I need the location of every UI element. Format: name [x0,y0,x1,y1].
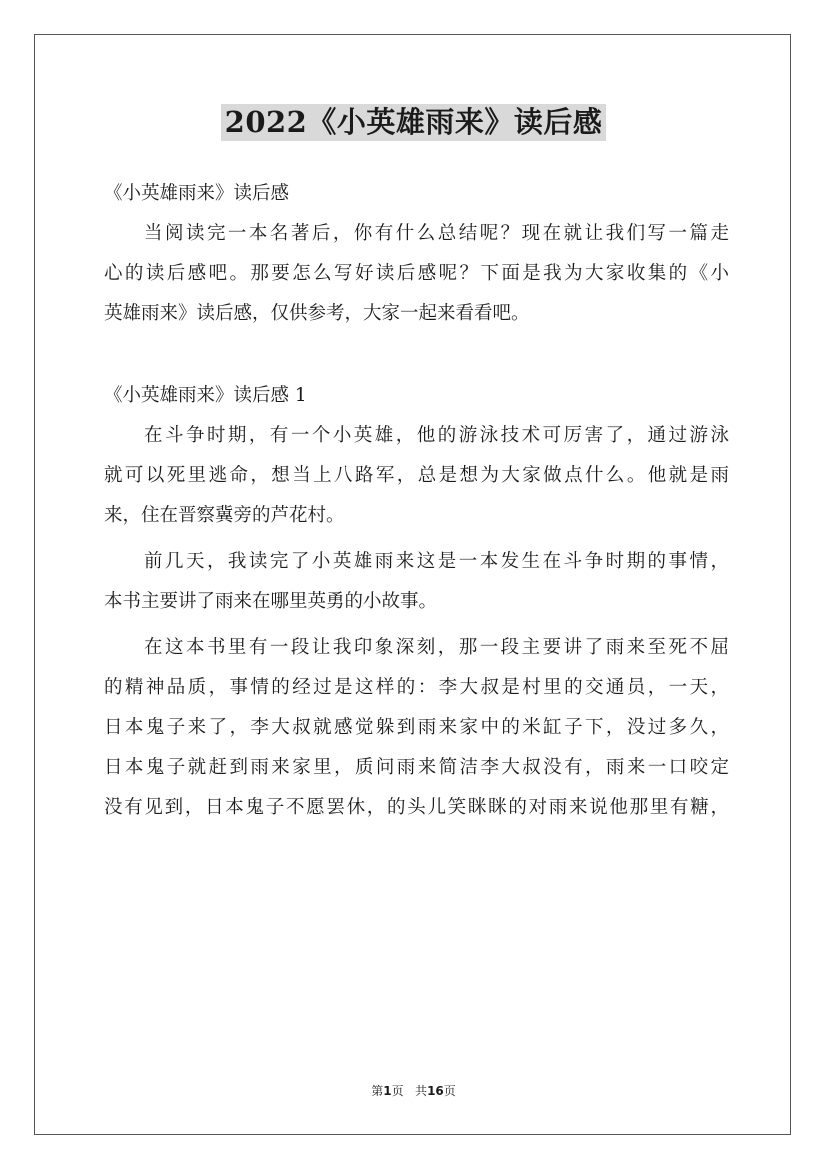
paragraph-line: 心的读后感吧。那要怎么写好读后感呢？下面是我为大家收集的《小 [104,263,729,284]
paragraph-line: 本书主要讲了雨来在哪里英勇的小故事。 [104,591,438,612]
page-number: 1 [383,1084,392,1098]
paragraph-line: 没有见到，日本鬼子不愿罢休，的头儿笑眯眯的对雨来说他那里有糖， [104,797,729,818]
spacer [104,334,729,376]
total-prefix: 共 [415,1084,428,1098]
document-title: 2022《小英雄雨来》读后感 [221,104,607,141]
paragraph-line: 当阅读完一本名著后，你有什么总结呢？现在就让我们写一篇走 [144,223,729,244]
paragraph-line: 日本鬼子来了，李大叔就感觉躲到雨来家中的米缸子下，没过多久， [104,717,729,738]
page-footer [0,1082,827,1099]
page-suffix: 页 [391,1084,404,1098]
page-prefix: 第 [371,1084,384,1098]
paragraph-line: 英雄雨来》读后感，仅供参考，大家一起来看看吧。 [104,303,530,324]
paragraph-line: 在斗争时期，有一个小英雄，他的游泳技术可厉害了，通过游泳 [144,425,729,446]
paragraph-line: 来，住在晋察冀旁的芦花村。 [104,505,345,526]
title-block [0,104,827,141]
document-body [104,174,729,828]
section-heading: 《小英雄雨来》读后感 1 [104,385,307,406]
paragraph-line: 的精神品质，事情的经过是这样的：李大叔是村里的交通员，一天， [104,677,729,698]
paragraph-line: 就可以死里逃命，想当上八路军，总是想为大家做点什么。他就是雨 [104,465,729,486]
intro-heading: 《小英雄雨来》读后感 [104,183,290,204]
paragraph-line: 前几天，我读完了小英雄雨来这是一本发生在斗争时期的事情， [144,551,729,572]
paragraph-line: 在这本书里有一段让我印象深刻，那一段主要讲了雨来至死不屈 [144,637,729,658]
total-pages: 16 [427,1084,444,1098]
paragraph-line: 日本鬼子就赶到雨来家里，质问雨来简洁李大叔没有，雨来一口咬定 [104,757,729,778]
total-suffix: 页 [443,1084,456,1098]
